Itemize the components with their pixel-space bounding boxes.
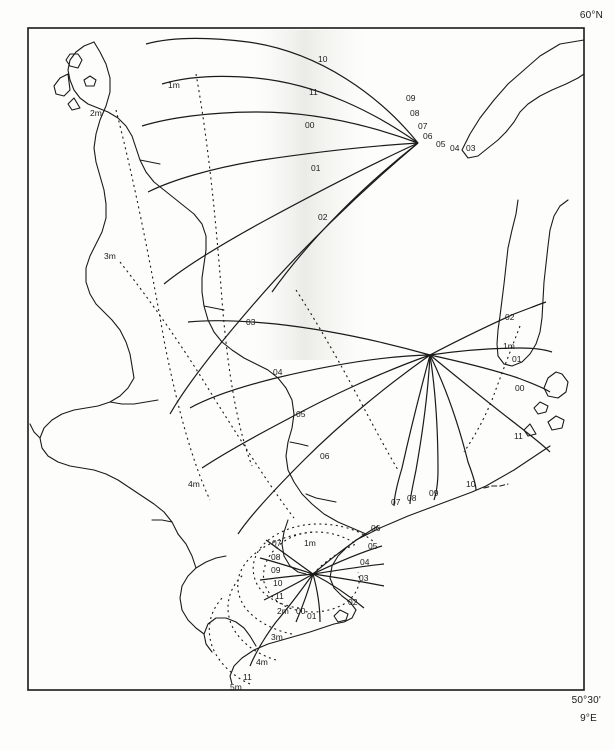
cotidal-label: 11 <box>243 672 252 682</box>
corange-label: 2m <box>277 606 289 616</box>
cotidal-label: 03 <box>359 573 369 583</box>
cotidal-label: 06 <box>423 131 433 141</box>
cotidal-label: 11 <box>309 87 318 97</box>
cotidal-label: 01 <box>512 354 522 364</box>
graticule-label-latitude: 50°30' <box>571 695 601 706</box>
cotidal-label: 10 <box>318 54 328 64</box>
cotidal-label: 10 <box>466 479 476 489</box>
cotidal-label: 00 <box>305 120 315 130</box>
corange-label: 4m <box>256 657 268 667</box>
cotidal-label: 06 <box>320 451 330 461</box>
cotidal-label: 02 <box>318 212 328 222</box>
cotidal-label: 08 <box>407 493 417 503</box>
cotidal-label: 10 <box>273 578 283 588</box>
cotidal-label: 04 <box>450 143 460 153</box>
cotidal-label: 09 <box>429 488 439 498</box>
cotidal-label: 04 <box>360 557 370 567</box>
cotidal-label: 01 <box>307 611 317 621</box>
corange-label: 1m <box>168 80 180 90</box>
cotidal-label: 05 <box>368 541 378 551</box>
graticule-label-longitude: 9°E <box>580 713 597 724</box>
cotidal-label: 05 <box>436 139 446 149</box>
cotidal-label: 02 <box>505 312 515 322</box>
corange-label: 1m <box>503 341 515 351</box>
cotidal-label: 01 <box>311 163 321 173</box>
graticule-label-top-right: 60°N <box>579 10 603 21</box>
cotidal-label: 07 <box>418 121 428 131</box>
corange-label: 3m <box>104 251 116 261</box>
cotidal-label: 00 <box>515 383 525 393</box>
cotidal-label: 07 <box>272 538 282 548</box>
cotidal-label: 06 <box>371 523 381 533</box>
corange-label: 1m <box>304 538 316 548</box>
cotidal-label: 09 <box>271 565 281 575</box>
corange-label: 5m <box>230 682 242 692</box>
corange-label: 2m <box>90 108 102 118</box>
cotidal-label: 04 <box>273 367 283 377</box>
corange-label: 4m <box>188 479 200 489</box>
cotidal-label: 02 <box>348 597 358 607</box>
cotidal-label: 03 <box>466 143 476 153</box>
cotidal-label: 08 <box>271 552 281 562</box>
cotidal-label: 08 <box>410 108 420 118</box>
cotidal-label: 07 <box>391 497 401 507</box>
cotidal-label: 05 <box>296 409 306 419</box>
corange-label: 3m <box>271 632 283 642</box>
cotidal-label: 11 <box>275 591 284 601</box>
cotidal-label: 11 <box>514 431 523 441</box>
cotidal-label: 03 <box>246 317 256 327</box>
cotidal-label: 00 <box>296 606 306 616</box>
cotidal-label: 09 <box>406 93 416 103</box>
